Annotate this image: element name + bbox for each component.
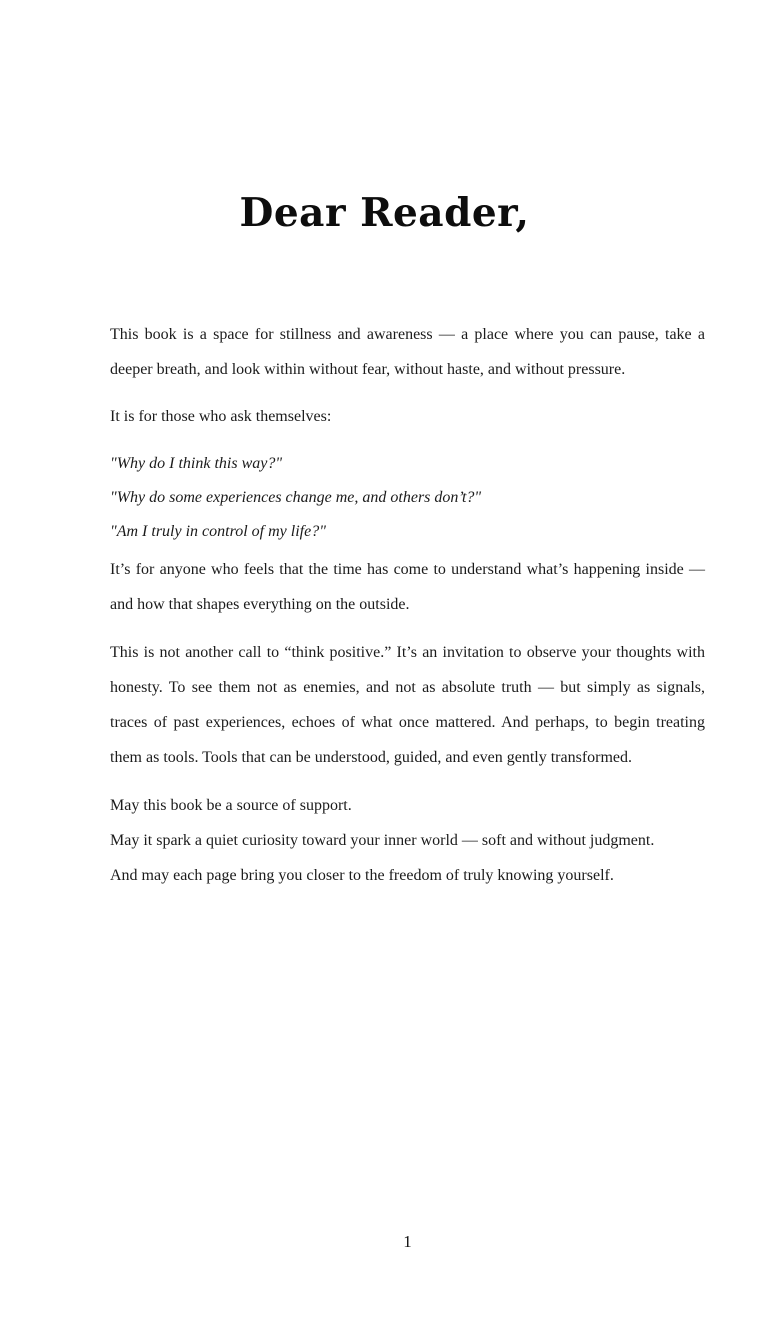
quote-line-2: "Why do some experiences change me, and others don’t?" <box>110 489 482 506</box>
quote-line-3: "Am I truly in control of my life?" <box>110 523 326 540</box>
paragraph-anyone: It’s for anyone who feels that the time has come to understand what’s happening inside — and how that shapes everything on the outside. <box>110 561 705 613</box>
paragraph-intro: This book is a space for stillness and awareness — a place where you can pause, take a deeper breath, and look within without fear, without haste, and without pressure. <box>110 326 705 378</box>
closing-line-3: And may each page bring you closer to the freedom of truly knowing yourself. <box>110 867 614 884</box>
page-title: Dear Reader, <box>239 190 530 236</box>
closing-line-1: May this book be a source of support. <box>110 797 352 814</box>
paragraph-invitation: This is not another call to “think positive.” It’s an invitation to observe your thoughts with honesty. To see them not as enemies, and not as absolute truth — but simply as signals, traces of past experiences, echoes of what once mattered. And perhaps, to begin treating them as tools. Tools that can be understood, guided, and even gently transformed. <box>110 644 705 766</box>
book-page <box>0 190 769 1342</box>
page-content <box>110 317 705 893</box>
quote-block <box>110 447 705 549</box>
page-number: 1 <box>403 1232 412 1251</box>
quote-line-1: "Why do I think this way?" <box>110 455 283 472</box>
closing-block <box>110 788 705 893</box>
paragraph-lead-in: It is for those who ask themselves: <box>110 408 332 425</box>
closing-line-2: May it spark a quiet curiosity toward your inner world — soft and without judgment. <box>110 832 655 849</box>
